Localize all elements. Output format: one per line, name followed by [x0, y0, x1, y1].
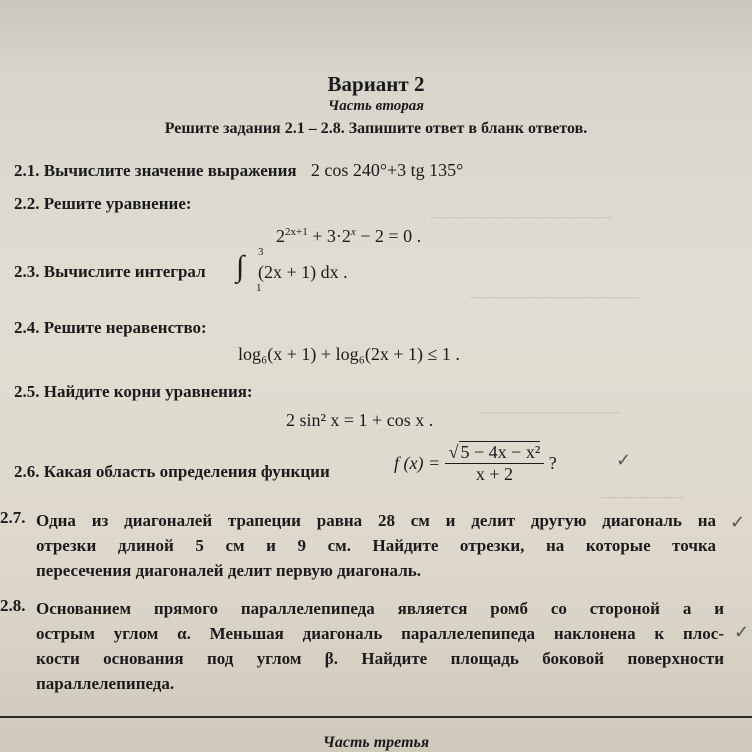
divider — [0, 716, 752, 718]
task-number-2-8: 2.8. — [0, 596, 26, 615]
bleed-through-decoration: ————————————— — [430, 210, 612, 225]
fraction-denominator: x + 2 — [475, 464, 513, 484]
next-part-heading: Часть третья — [322, 734, 430, 751]
formula-middle: + 3·2 — [307, 226, 351, 246]
task-formula: 2 cos 240°+3 tg 135° — [310, 160, 464, 180]
task-number: 2.2. — [14, 194, 40, 213]
equation-2-2 — [276, 226, 421, 247]
formula-exponent: 2x+1 — [285, 226, 308, 238]
integral-sign-icon: ∫ — [236, 250, 245, 283]
task-2-6 — [14, 462, 330, 482]
text-line: пересечения диагоналей делит первую диагональ. — [36, 561, 421, 580]
fraction-numerator: √ 5 − 4x − x² — [445, 442, 545, 464]
task-number: 2.6. — [14, 462, 40, 481]
check-mark-icon: ✓ — [734, 622, 750, 642]
fraction — [445, 442, 545, 485]
task-2-8-text — [36, 596, 724, 696]
task-2-7-text — [36, 508, 716, 583]
question-mark: ? — [548, 453, 557, 473]
radicand: 5 − 4x − x² — [460, 442, 541, 462]
lower-limit: 1 — [256, 282, 262, 294]
bleed-through-decoration: ———————————— — [470, 290, 638, 305]
check-mark-icon: ✓ — [616, 450, 632, 470]
text-line: отрезки длиной 5 см и 9 см. Найдите отрезки, на которые точка — [36, 536, 716, 555]
formula-base: 2 — [276, 226, 285, 246]
task-number: 2.5. — [14, 382, 40, 401]
variant-title: Вариант 2 — [327, 72, 425, 96]
formula-exponent-2: x — [350, 226, 356, 238]
formula-tail: − 2 = 0 . — [355, 226, 422, 246]
task-text: Решите уравнение: — [43, 194, 192, 213]
text-line: Основанием прямого параллелепипеда является ромб со стороной a и — [36, 599, 724, 618]
function-lhs: f (x) = — [394, 453, 441, 473]
integrand: (2x + 1) dx . — [258, 262, 348, 282]
task-text: Вычислите интеграл — [43, 262, 206, 281]
task-2-3 — [14, 262, 206, 282]
task-text: Вычислите значение выражения — [43, 161, 297, 180]
text-line: Одна из диагоналей трапеции равна 28 см и делит другую диагональ на — [36, 511, 716, 530]
equation-2-5: 2 sin² x = 1 + cos x . — [286, 410, 434, 430]
inequality-2-4: log₆(x + 1) + log₆(2x + 1) ≤ 1 . — [238, 344, 460, 364]
check-mark-icon: ✓ — [730, 512, 746, 532]
task-text: Решите неравенство: — [43, 318, 207, 337]
text-line: кости основания под углом β. Найдите площадь боковой поверхности — [36, 649, 724, 668]
task-number: 2.1. — [14, 161, 40, 180]
task-2-2 — [14, 194, 192, 214]
task-text: Найдите корни уравнения: — [43, 382, 253, 401]
task-2-1 — [14, 160, 463, 181]
task-text: Какая область определения функции — [43, 462, 330, 481]
part-subtitle: Часть вторая — [327, 98, 425, 114]
upper-limit: 3 — [258, 246, 264, 258]
text-line: параллелепипеда. — [36, 674, 175, 693]
task-2-4 — [14, 318, 207, 338]
task-number: 2.4. — [14, 318, 40, 337]
bleed-through-decoration: —————————— — [480, 405, 620, 420]
bleed-through-decoration: —————— — [600, 490, 684, 505]
task-2-5 — [14, 382, 253, 402]
text-line: острым углом α. Меньшая диагональ параллелепипеда наклонена к плос- — [36, 624, 724, 643]
instructions: Решите задания 2.1 – 2.8. Запишите ответ в бланк ответов. — [164, 120, 588, 137]
function-2-6 — [394, 442, 557, 485]
task-number: 2.3. — [14, 262, 40, 281]
task-number-2-7: 2.7. — [0, 508, 26, 527]
integral-2-3 — [236, 246, 376, 294]
